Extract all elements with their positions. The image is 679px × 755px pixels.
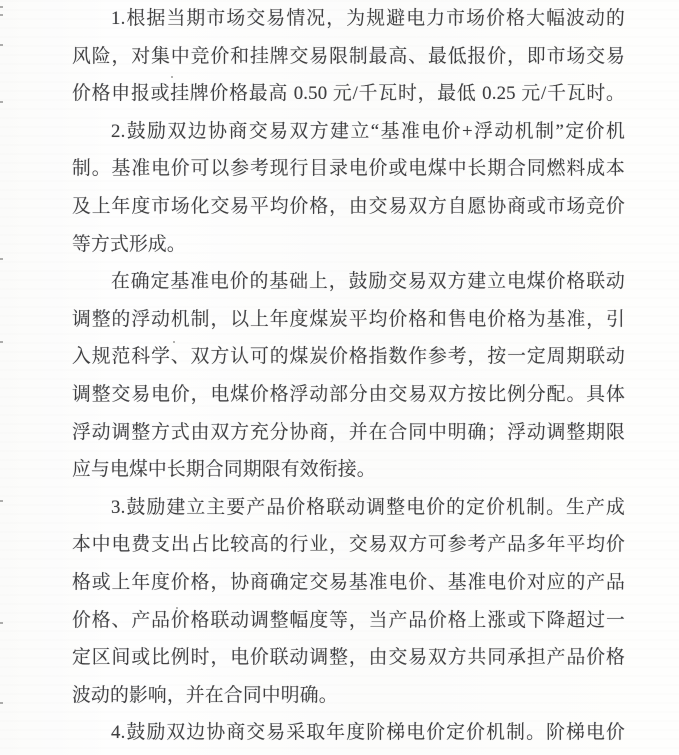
scan-speck <box>173 341 175 343</box>
scan-edge-artifact <box>0 500 3 502</box>
text-line: 浮动调整方式由双方充分协商，并在合同中明确；浮动调整期限 <box>72 421 625 443</box>
text-line: 4.鼓励双边协商交易采取年度阶梯电价定价机制。阶梯电价 <box>111 722 625 744</box>
text-line: 本中电费支出占比较高的行业，交易双方可参考产品多年平均价 <box>72 534 625 556</box>
scan-edge-artifact <box>0 702 3 704</box>
scan-edge-artifact <box>0 622 3 624</box>
text-line: 价格申报或挂牌价格最高 0.50 元/千瓦时，最低 0.25 元/千瓦时。 <box>72 83 625 105</box>
text-line: 2.鼓励双边协商交易双方建立“基准电价+浮动机制”定价机 <box>111 120 625 142</box>
scan-edge-artifact <box>0 44 3 46</box>
text-line: 应与电煤中长期合同期限有效衔接。 <box>72 459 376 481</box>
scan-edge-artifact <box>0 6 3 8</box>
scan-edge-artifact <box>0 14 3 16</box>
scan-speck <box>176 607 178 609</box>
scan-edge-artifact <box>0 341 3 343</box>
scan-edge-artifact <box>0 101 3 103</box>
text-line: 3.鼓励建立主要产品价格联动调整电价的定价机制。生产成 <box>111 496 625 518</box>
text-line: 波动的影响，并在合同中明确。 <box>72 684 338 706</box>
scan-speck <box>171 76 173 78</box>
text-line: 调整交易电价，电煤价格浮动部分由交易双方按比例分配。具体 <box>72 383 625 405</box>
text-line: 风险，对集中竞价和挂牌交易限制最高、最低报价，即市场交易 <box>72 45 625 67</box>
document-text-block <box>72 0 625 752</box>
text-line: 格或上年度价格，协商确定交易基准电价、基准电价对应的产品 <box>72 571 625 593</box>
text-line: 等方式形成。 <box>72 233 186 255</box>
text-line: 制。基准电价可以参考现行目录电价或电煤中长期合同燃料成本 <box>72 158 625 180</box>
text-line: 调整的浮动机制，以上年度煤炭平均价格和售电价格为基准，引 <box>72 308 625 330</box>
text-line: 定区间或比例时，电价联动调整，由交易双方共同承担产品价格 <box>72 647 625 669</box>
text-line: 在确定基准电价的基础上，鼓励交易双方建立电煤价格联动 <box>111 271 625 293</box>
text-line: 1.根据当期市场交易情况，为规避电力市场价格大幅波动的 <box>111 8 625 29</box>
text-line: 入规范科学、双方认可的煤炭价格指数作参考，按一定周期联动 <box>72 346 625 368</box>
scan-edge-artifact <box>0 258 3 260</box>
text-line: 价格、产品价格联动调整幅度等，当产品价格上涨或下降超过一 <box>72 609 625 631</box>
text-line: 及上年度市场化交易平均价格，由交易双方自愿协商或市场竞价 <box>72 195 625 217</box>
